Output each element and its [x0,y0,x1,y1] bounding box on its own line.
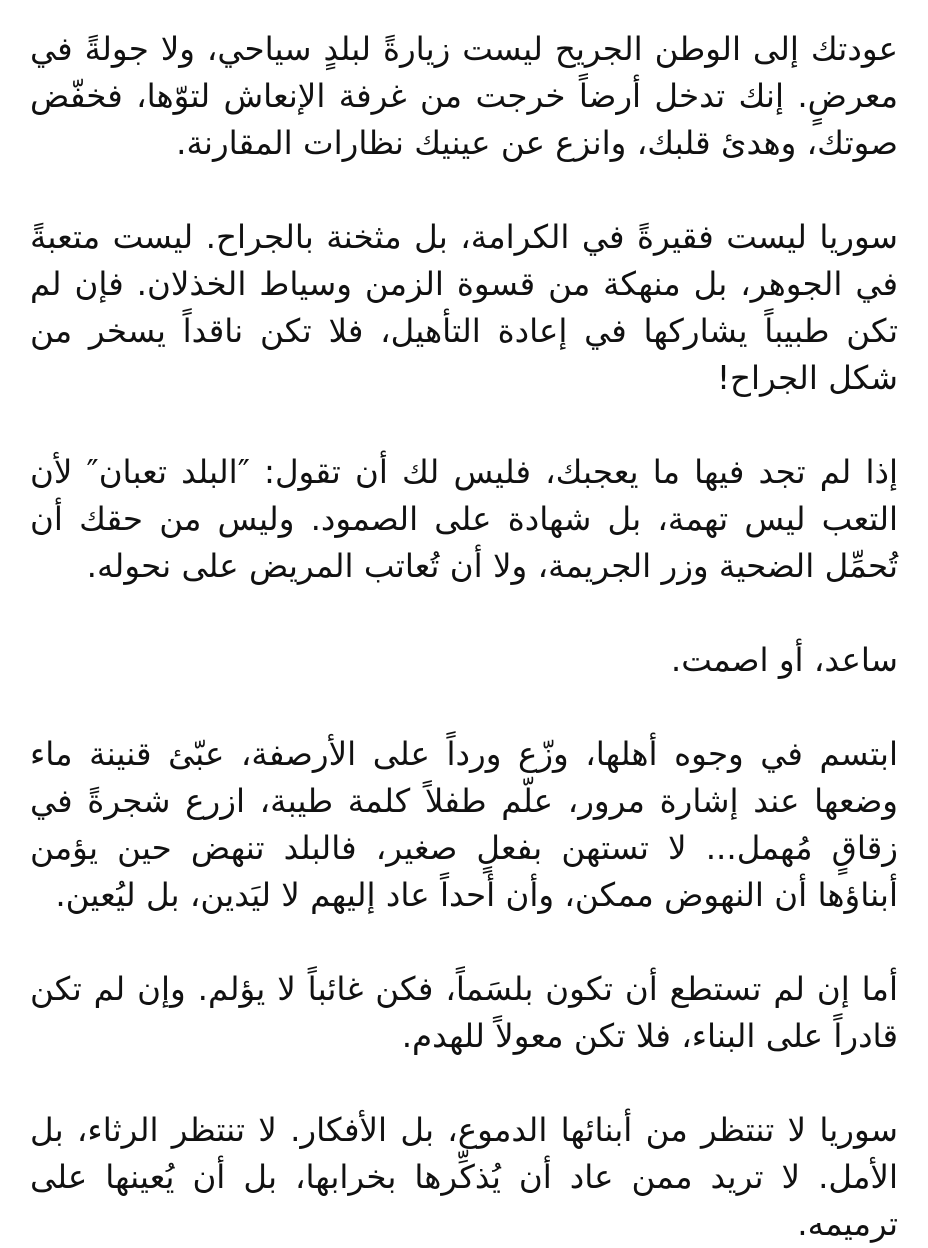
paragraph-7: سوريا لا تنتظر من أبنائها الدموع، بل الأفكار. لا تنتظر الرثاء، بل الأمل. لا تريد ممن عاد أن يُذكِّرها بخرابها، بل أن يُعينها على ترميمه. [30,1111,898,1243]
paragraph-5: ابتسم في وجوه أهلها، وزّع ورداً على الأرصفة، عبّئ قنينة ماء وضعها عند إشارة مرور، علّم طفلاً كلمة طيبة، ازرع شجرةً في زقاقٍ مُهمل... لا تستهن بفعلٍ صغير، فالبلد تنهض حين يؤمن أبناؤها أن النهوض ممكن، وأن أحداً عاد إليهم لا ليَدين، بل ليُعين. [30,735,898,914]
paragraph-2: سوريا ليست فقيرةً في الكرامة، بل مثخنة بالجراح. ليست متعبةً في الجوهر، بل منهكة من قسوة الزمن وسياط الخذلان. فإن لم تكن طبيباً يشاركها في إعادة التأهيل، فلا تكن ناقداً يسخر من شكل الجراح! [30,218,898,397]
paragraph-4: ساعد، أو اصمت. [670,641,898,679]
paragraph-6: أما إن لم تستطع أن تكون بلسَماً، فكن غائباً لا يؤلم. وإن لم تكن قادراً على البناء، فلا تكن معولاً للهدم. [30,970,898,1055]
paragraph-3: إذا لم تجد فيها ما يعجبك، فليس لك أن تقول: ″البلد تعبان″ لأن التعب ليس تهمة، بل شهادة على الصمود. وليس من حقك أن تُحمِّل الضحية وزر الجريمة، ولا أن تُعاتب المريض على نحوله. [30,453,898,585]
paragraph-1: عودتك إلى الوطن الجريح ليست زيارةً لبلدٍ سياحي، ولا جولةً في معرضٍ. إنك تدخل أرضاً خرجت من غرفة الإنعاش لتوّها، فخفّض صوتك، وهدئ قلبك، وانزع عن عينيك نظارات المقارنة. [30,30,898,162]
